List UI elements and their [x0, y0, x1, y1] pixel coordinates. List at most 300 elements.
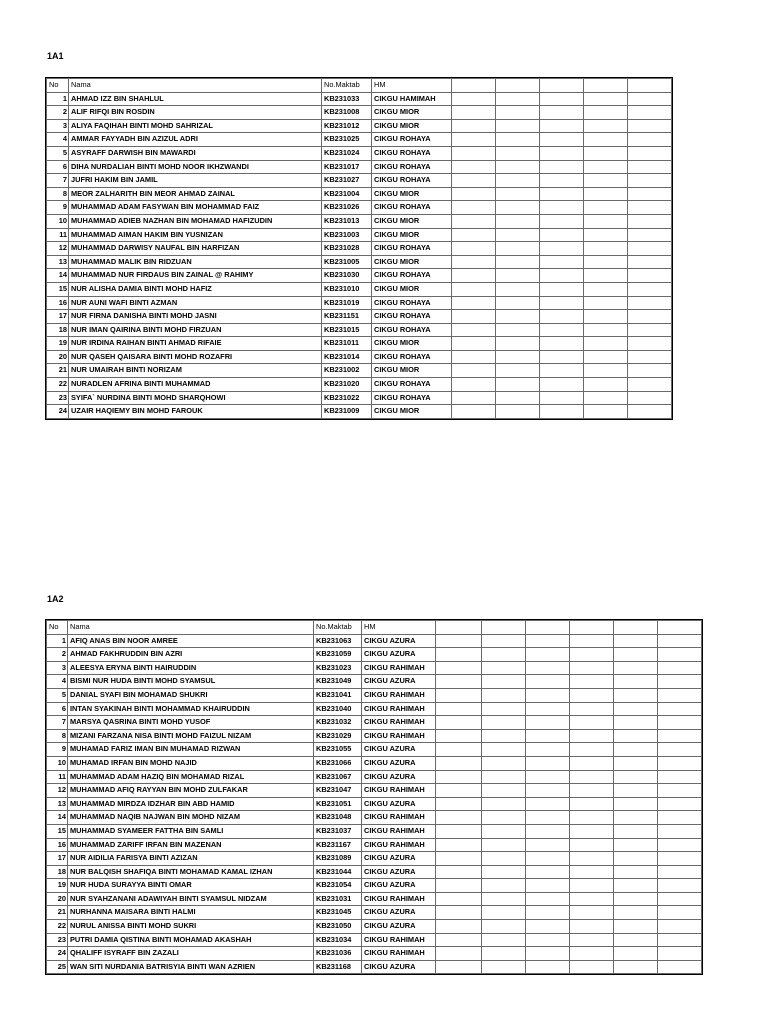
- empty-cell: [658, 675, 702, 689]
- cell-no: 2: [47, 648, 68, 662]
- cell-hm: CIKGU RAHIMAH: [362, 824, 436, 838]
- cell-hm: CIKGU MIOR: [372, 187, 452, 201]
- cell-no: 17: [47, 310, 69, 324]
- cell-no: 18: [47, 865, 68, 879]
- header-row: [47, 621, 702, 635]
- empty-cell: [452, 242, 496, 256]
- empty-cell: [482, 947, 526, 961]
- empty-cell: [540, 119, 584, 133]
- cell-no: 6: [47, 160, 69, 174]
- empty-cell: [526, 906, 570, 920]
- table-row: [47, 797, 702, 811]
- empty-cell: [614, 892, 658, 906]
- empty-cell: [436, 743, 482, 757]
- empty-cell: [482, 661, 526, 675]
- cell-hm: CIKGU ROHAYA: [372, 269, 452, 283]
- empty-cell: [526, 838, 570, 852]
- empty-cell: [452, 106, 496, 120]
- cell-nama: MUHAMMAD ADIEB NAZHAN BIN MOHAMAD HAFIZUDIN: [69, 214, 322, 228]
- empty-cell: [496, 364, 540, 378]
- empty-cell: [482, 879, 526, 893]
- empty-cell: [570, 634, 614, 648]
- empty-header-cell: [614, 621, 658, 635]
- empty-cell: [482, 865, 526, 879]
- cell-no: 5: [47, 146, 69, 160]
- empty-cell: [526, 811, 570, 825]
- empty-cell: [496, 269, 540, 283]
- cell-no: 10: [47, 214, 69, 228]
- table-row: [47, 364, 672, 378]
- empty-cell: [436, 770, 482, 784]
- cell-no-maktab: KB231054: [314, 879, 362, 893]
- cell-no: 1: [47, 92, 69, 106]
- cell-nama: MUHAMMAD MIRDZA IDZHAR BIN ABD HAMID: [68, 797, 314, 811]
- empty-cell: [496, 106, 540, 120]
- cell-nama: INTAN SYAKINAH BINTI MOHAMMAD KHAIRUDDIN: [68, 702, 314, 716]
- empty-cell: [540, 269, 584, 283]
- table-row: [47, 920, 702, 934]
- table-row: [47, 947, 702, 961]
- empty-cell: [540, 255, 584, 269]
- empty-cell: [540, 201, 584, 215]
- cell-no: 11: [47, 770, 68, 784]
- empty-cell: [584, 350, 628, 364]
- empty-cell: [482, 729, 526, 743]
- empty-cell: [584, 119, 628, 133]
- cell-no: 24: [47, 405, 69, 419]
- cell-no: 1: [47, 634, 68, 648]
- empty-cell: [436, 675, 482, 689]
- cell-hm: CIKGU MIOR: [372, 214, 452, 228]
- empty-cell: [496, 405, 540, 419]
- empty-cell: [584, 282, 628, 296]
- empty-cell: [614, 797, 658, 811]
- table-row: [47, 350, 672, 364]
- cell-no-maktab: KB231013: [322, 214, 372, 228]
- empty-cell: [570, 879, 614, 893]
- empty-cell: [614, 811, 658, 825]
- empty-cell: [658, 797, 702, 811]
- empty-cell: [436, 688, 482, 702]
- cell-hm: CIKGU AZURA: [362, 879, 436, 893]
- cell-no: 9: [47, 743, 68, 757]
- cell-no: 12: [47, 784, 68, 798]
- cell-hm: CIKGU RAHIMAH: [362, 661, 436, 675]
- table-row: [47, 310, 672, 324]
- cell-nama: PUTRI DAMIA QISTINA BINTI MOHAMAD AKASHAH: [68, 933, 314, 947]
- cell-no-maktab: KB231151: [322, 310, 372, 324]
- empty-cell: [614, 729, 658, 743]
- cell-nama: NURUL ANISSA BINTI MOHD SUKRI: [68, 920, 314, 934]
- empty-cell: [496, 228, 540, 242]
- cell-no: 23: [47, 391, 69, 405]
- cell-nama: MARSYA QASRINA BINTI MOHD YUSOF: [68, 716, 314, 730]
- empty-cell: [452, 160, 496, 174]
- table-row: [47, 323, 672, 337]
- empty-cell: [436, 838, 482, 852]
- empty-cell: [614, 906, 658, 920]
- cell-nama: MIZANI FARZANA NISA BINTI MOHD FAIZUL NIZAM: [68, 729, 314, 743]
- cell-hm: CIKGU MIOR: [372, 255, 452, 269]
- table-row: [47, 933, 702, 947]
- table-row: [47, 648, 702, 662]
- empty-cell: [628, 174, 672, 188]
- empty-cell: [540, 350, 584, 364]
- table-row: [47, 214, 672, 228]
- cell-no-maktab: KB231030: [322, 269, 372, 283]
- cell-hm: CIKGU RAHIMAH: [362, 947, 436, 961]
- empty-cell: [584, 187, 628, 201]
- empty-cell: [658, 702, 702, 716]
- cell-nama: NUR AUNI WAFI BINTI AZMAN: [69, 296, 322, 310]
- empty-cell: [540, 310, 584, 324]
- empty-cell: [540, 391, 584, 405]
- empty-cell: [496, 174, 540, 188]
- empty-cell: [584, 269, 628, 283]
- cell-nama: ASYRAFF DARWISH BIN MAWARDI: [69, 146, 322, 160]
- empty-cell: [614, 933, 658, 947]
- header-no-maktab: No.Maktab: [322, 79, 372, 93]
- empty-cell: [628, 201, 672, 215]
- empty-cell: [496, 187, 540, 201]
- cell-no-maktab: KB231026: [322, 201, 372, 215]
- table-row: [47, 146, 672, 160]
- cell-hm: CIKGU AZURA: [362, 906, 436, 920]
- cell-nama: NURADLEN AFRINA BINTI MUHAMMAD: [69, 378, 322, 392]
- empty-cell: [570, 716, 614, 730]
- empty-cell: [658, 906, 702, 920]
- header-no-maktab: No.Maktab: [314, 621, 362, 635]
- empty-cell: [540, 160, 584, 174]
- cell-no-maktab: KB231055: [314, 743, 362, 757]
- table-row: [47, 378, 672, 392]
- cell-hm: CIKGU HAMIMAH: [372, 92, 452, 106]
- empty-cell: [584, 323, 628, 337]
- cell-nama: UZAIR HAQIEMY BIN MOHD FAROUK: [69, 405, 322, 419]
- cell-no: 3: [47, 119, 69, 133]
- empty-cell: [584, 242, 628, 256]
- empty-cell: [452, 133, 496, 147]
- cell-nama: NUR BALQISH SHAFIQA BINTI MOHAMAD KAMAL IZHAN: [68, 865, 314, 879]
- cell-no: 21: [47, 906, 68, 920]
- empty-cell: [452, 337, 496, 351]
- cell-nama: BISMI NUR HUDA BINTI MOHD SYAMSUL: [68, 675, 314, 689]
- empty-cell: [496, 133, 540, 147]
- empty-cell: [436, 879, 482, 893]
- empty-cell: [584, 296, 628, 310]
- table-row: [47, 960, 702, 974]
- empty-cell: [436, 797, 482, 811]
- empty-cell: [540, 296, 584, 310]
- cell-hm: CIKGU AZURA: [362, 648, 436, 662]
- cell-no-maktab: KB231020: [322, 378, 372, 392]
- cell-hm: CIKGU MIOR: [372, 119, 452, 133]
- empty-cell: [614, 920, 658, 934]
- empty-cell: [658, 838, 702, 852]
- empty-cell: [658, 879, 702, 893]
- cell-no-maktab: KB231022: [322, 391, 372, 405]
- cell-no: 24: [47, 947, 68, 961]
- cell-no: 9: [47, 201, 69, 215]
- cell-no: 25: [47, 960, 68, 974]
- cell-hm: CIKGU AZURA: [362, 797, 436, 811]
- empty-cell: [570, 811, 614, 825]
- cell-no-maktab: KB231028: [322, 242, 372, 256]
- table-row: [47, 160, 672, 174]
- empty-cell: [482, 960, 526, 974]
- cell-no-maktab: KB231036: [314, 947, 362, 961]
- empty-cell: [658, 634, 702, 648]
- table-row: [47, 906, 702, 920]
- empty-cell: [658, 688, 702, 702]
- empty-cell: [526, 661, 570, 675]
- cell-no-maktab: KB231045: [314, 906, 362, 920]
- table-row: [47, 405, 672, 419]
- empty-cell: [436, 811, 482, 825]
- empty-cell: [540, 242, 584, 256]
- empty-cell: [452, 201, 496, 215]
- table-row: [47, 838, 702, 852]
- cell-no-maktab: KB231031: [314, 892, 362, 906]
- empty-cell: [540, 214, 584, 228]
- cell-no-maktab: KB231003: [322, 228, 372, 242]
- cell-no: 6: [47, 702, 68, 716]
- cell-no-maktab: KB231023: [314, 661, 362, 675]
- cell-hm: CIKGU ROHAYA: [372, 133, 452, 147]
- cell-no-maktab: KB231067: [314, 770, 362, 784]
- cell-no: 10: [47, 756, 68, 770]
- empty-cell: [452, 146, 496, 160]
- empty-cell: [628, 269, 672, 283]
- cell-no: 8: [47, 729, 68, 743]
- empty-cell: [628, 119, 672, 133]
- empty-cell: [628, 242, 672, 256]
- empty-cell: [628, 378, 672, 392]
- empty-cell: [452, 350, 496, 364]
- empty-cell: [540, 337, 584, 351]
- empty-cell: [482, 770, 526, 784]
- empty-cell: [614, 688, 658, 702]
- empty-cell: [614, 648, 658, 662]
- empty-cell: [658, 729, 702, 743]
- cell-no: 8: [47, 187, 69, 201]
- cell-hm: CIKGU RAHIMAH: [362, 716, 436, 730]
- empty-cell: [658, 811, 702, 825]
- empty-cell: [584, 310, 628, 324]
- empty-cell: [584, 160, 628, 174]
- empty-cell: [614, 824, 658, 838]
- empty-cell: [452, 310, 496, 324]
- empty-cell: [584, 146, 628, 160]
- empty-cell: [540, 405, 584, 419]
- empty-cell: [436, 824, 482, 838]
- cell-hm: CIKGU RAHIMAH: [362, 729, 436, 743]
- section-title-1a1: 1A1: [47, 51, 64, 61]
- empty-cell: [614, 675, 658, 689]
- cell-nama: NURHANNA MAISARA BINTI HALMI: [68, 906, 314, 920]
- cell-nama: ALIYA FAQIHAH BINTI MOHD SAHRIZAL: [69, 119, 322, 133]
- cell-hm: CIKGU AZURA: [362, 920, 436, 934]
- empty-cell: [496, 350, 540, 364]
- cell-no: 11: [47, 228, 69, 242]
- empty-cell: [436, 702, 482, 716]
- table-row: [47, 661, 702, 675]
- empty-cell: [614, 879, 658, 893]
- empty-cell: [482, 933, 526, 947]
- empty-cell: [436, 892, 482, 906]
- cell-no-maktab: KB231089: [314, 852, 362, 866]
- empty-cell: [570, 743, 614, 757]
- empty-cell: [540, 378, 584, 392]
- cell-no-maktab: KB231019: [322, 296, 372, 310]
- empty-cell: [452, 92, 496, 106]
- empty-cell: [496, 214, 540, 228]
- cell-nama: NUR AIDILIA FARISYA BINTI AZIZAN: [68, 852, 314, 866]
- cell-no-maktab: KB231005: [322, 255, 372, 269]
- empty-cell: [496, 323, 540, 337]
- cell-nama: MUHAMMAD MALIK BIN RIDZUAN: [69, 255, 322, 269]
- empty-cell: [482, 838, 526, 852]
- empty-cell: [452, 405, 496, 419]
- empty-cell: [436, 947, 482, 961]
- empty-cell: [526, 933, 570, 947]
- cell-hm: CIKGU ROHAYA: [372, 146, 452, 160]
- cell-nama: MUHAMMAD DARWISY NAUFAL BIN HARFIZAN: [69, 242, 322, 256]
- empty-cell: [628, 228, 672, 242]
- cell-nama: JUFRI HAKIM BIN JAMIL: [69, 174, 322, 188]
- table-row: [47, 892, 702, 906]
- cell-nama: MUHAMMAD AFIQ RAYYAN BIN MOHD ZULFAKAR: [68, 784, 314, 798]
- cell-no-maktab: KB231047: [314, 784, 362, 798]
- table-row: [47, 784, 702, 798]
- empty-cell: [584, 364, 628, 378]
- empty-cell: [658, 770, 702, 784]
- empty-cell: [614, 784, 658, 798]
- empty-cell: [628, 364, 672, 378]
- cell-nama: SYIFA` NURDINA BINTI MOHD SHARQHOWI: [69, 391, 322, 405]
- empty-cell: [570, 675, 614, 689]
- table-row: [47, 824, 702, 838]
- cell-no-maktab: KB231010: [322, 282, 372, 296]
- empty-header-cell: [540, 79, 584, 93]
- table-row: [47, 269, 672, 283]
- empty-cell: [540, 228, 584, 242]
- empty-cell: [584, 174, 628, 188]
- empty-cell: [570, 648, 614, 662]
- cell-no: 22: [47, 378, 69, 392]
- empty-cell: [452, 323, 496, 337]
- empty-cell: [496, 282, 540, 296]
- cell-hm: CIKGU ROHAYA: [372, 350, 452, 364]
- empty-cell: [496, 310, 540, 324]
- empty-cell: [628, 282, 672, 296]
- table-row: [47, 852, 702, 866]
- cell-no-maktab: KB231066: [314, 756, 362, 770]
- empty-cell: [452, 364, 496, 378]
- cell-hm: CIKGU ROHAYA: [372, 378, 452, 392]
- cell-hm: CIKGU AZURA: [362, 634, 436, 648]
- cell-nama: ALEESYA ERYNA BINTI HAIRUDDIN: [68, 661, 314, 675]
- empty-cell: [628, 133, 672, 147]
- cell-nama: ALIF RIFQI BIN ROSDIN: [69, 106, 322, 120]
- empty-cell: [452, 255, 496, 269]
- cell-nama: MEOR ZALHARITH BIN MEOR AHMAD ZAINAL: [69, 187, 322, 201]
- cell-nama: NUR IMAN QAIRINA BINTI MOHD FIRZUAN: [69, 323, 322, 337]
- empty-cell: [614, 756, 658, 770]
- empty-cell: [628, 296, 672, 310]
- empty-cell: [658, 960, 702, 974]
- table-row: [47, 702, 702, 716]
- cell-no-maktab: KB231012: [322, 119, 372, 133]
- cell-no-maktab: KB231063: [314, 634, 362, 648]
- empty-cell: [452, 282, 496, 296]
- cell-no: 19: [47, 879, 68, 893]
- cell-hm: CIKGU MIOR: [372, 364, 452, 378]
- empty-cell: [540, 133, 584, 147]
- cell-no-maktab: KB231048: [314, 811, 362, 825]
- cell-no-maktab: KB231002: [322, 364, 372, 378]
- table-row: [47, 879, 702, 893]
- empty-cell: [540, 323, 584, 337]
- cell-hm: CIKGU MIOR: [372, 405, 452, 419]
- empty-cell: [436, 933, 482, 947]
- empty-cell: [526, 865, 570, 879]
- cell-hm: CIKGU RAHIMAH: [362, 784, 436, 798]
- cell-no-maktab: KB231168: [314, 960, 362, 974]
- cell-no-maktab: KB231040: [314, 702, 362, 716]
- cell-hm: CIKGU RAHIMAH: [362, 702, 436, 716]
- cell-hm: CIKGU AZURA: [362, 675, 436, 689]
- cell-nama: MUHAMAD FARIZ IMAN BIN MUHAMAD RIZWAN: [68, 743, 314, 757]
- cell-no: 15: [47, 282, 69, 296]
- empty-cell: [526, 797, 570, 811]
- empty-cell: [526, 743, 570, 757]
- student-table-1a2: [46, 620, 702, 974]
- empty-header-cell: [628, 79, 672, 93]
- empty-cell: [540, 174, 584, 188]
- empty-cell: [570, 892, 614, 906]
- empty-cell: [628, 405, 672, 419]
- cell-no: 18: [47, 323, 69, 337]
- cell-no: 16: [47, 296, 69, 310]
- cell-no: 17: [47, 852, 68, 866]
- cell-no: 19: [47, 337, 69, 351]
- cell-hm: CIKGU ROHAYA: [372, 201, 452, 215]
- empty-cell: [452, 378, 496, 392]
- table-row: [47, 296, 672, 310]
- empty-cell: [482, 648, 526, 662]
- empty-cell: [584, 133, 628, 147]
- empty-cell: [436, 784, 482, 798]
- empty-cell: [570, 906, 614, 920]
- cell-hm: CIKGU AZURA: [362, 770, 436, 784]
- empty-cell: [496, 337, 540, 351]
- cell-hm: CIKGU RAHIMAH: [362, 811, 436, 825]
- empty-cell: [482, 716, 526, 730]
- cell-hm: CIKGU ROHAYA: [372, 323, 452, 337]
- table-row: [47, 106, 672, 120]
- empty-cell: [570, 756, 614, 770]
- table-row: [47, 729, 702, 743]
- empty-cell: [496, 201, 540, 215]
- cell-hm: CIKGU RAHIMAH: [362, 838, 436, 852]
- empty-cell: [496, 242, 540, 256]
- cell-no-maktab: KB231049: [314, 675, 362, 689]
- empty-cell: [496, 391, 540, 405]
- empty-cell: [496, 160, 540, 174]
- cell-no-maktab: KB231050: [314, 920, 362, 934]
- cell-no-maktab: KB231015: [322, 323, 372, 337]
